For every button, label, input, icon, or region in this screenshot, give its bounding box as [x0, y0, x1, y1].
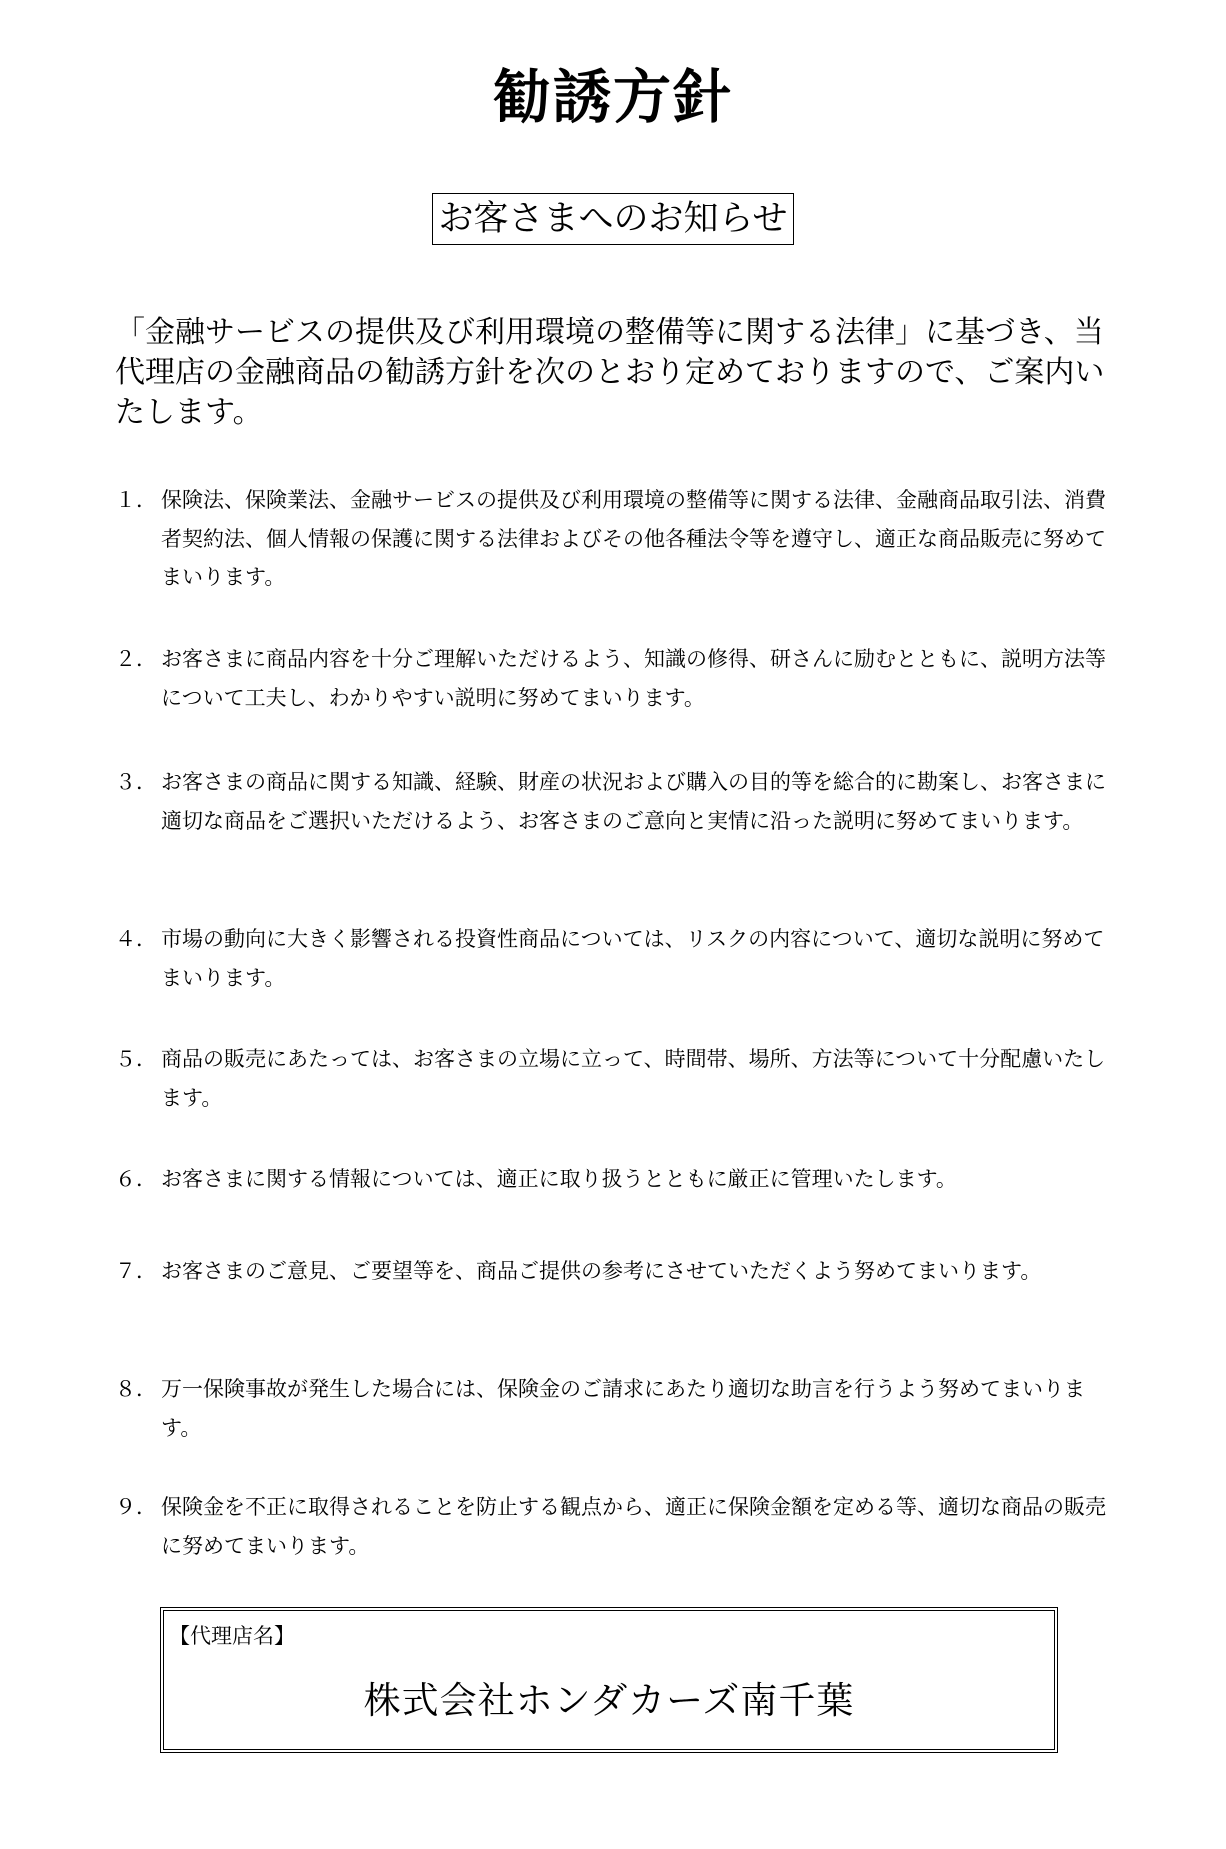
- policy-text: 市場の動向に大きく影響される投資性商品については、リスクの内容について、適切な説明に努めてまいります。: [161, 927, 1105, 990]
- policy-text: お客さまの商品に関する知識、経験、財産の状況および購入の目的等を総合的に勘案し、お客さまに適切な商品をご選択いただけるよう、お客さまのご意向と実情に沿った説明に努めてまいります。: [161, 770, 1106, 833]
- policy-text: お客さまのご意見、ご要望等を、商品ご提供の参考にさせていただくよう努めてまいります。: [161, 1259, 1042, 1283]
- policy-item: [115, 920, 1115, 997]
- policy-text: お客さまに関する情報については、適正に取り扱うとともに厳正に管理いたします。: [161, 1167, 957, 1191]
- agency-label: 【代理店名】: [169, 1624, 295, 1648]
- policy-number: ３．: [115, 770, 157, 794]
- policy-item: [115, 1252, 1115, 1291]
- policy-number: ２．: [115, 647, 157, 671]
- policy-number: ９．: [115, 1495, 157, 1519]
- notice-heading-wrapper: [0, 193, 1226, 245]
- policy-number: １．: [115, 488, 157, 512]
- policy-item: [115, 1488, 1115, 1565]
- policy-item: [115, 1160, 1115, 1199]
- policy-item: [115, 481, 1115, 597]
- policy-number: ５．: [115, 1047, 157, 1071]
- policy-text: 商品の販売にあたっては、お客さまの立場に立って、時間帯、場所、方法等について十分配慮いたします。: [161, 1047, 1106, 1110]
- notice-heading: お客さまへのお知らせ: [432, 193, 795, 245]
- agency-name: 株式会社ホンダカーズ南千葉: [363, 1679, 855, 1722]
- policy-item: [115, 1040, 1115, 1117]
- policy-number: ４．: [115, 927, 157, 951]
- policy-number: ８．: [115, 1377, 157, 1401]
- policy-text: お客さまに商品内容を十分ご理解いただけるよう、知識の修得、研さんに励むとともに、説明方法等について工夫し、わかりやすい説明に努めてまいります。: [161, 647, 1106, 710]
- policy-item: [115, 640, 1115, 717]
- policy-number: ６．: [115, 1167, 157, 1191]
- policy-text: 保険法、保険業法、金融サービスの提供及び利用環境の整備等に関する法律、金融商品取引法、消費者契約法、個人情報の保護に関する法律およびその他各種法令等を遵守し、適正な商品販売に努めてまいります。: [161, 488, 1106, 589]
- agency-box: [160, 1607, 1058, 1753]
- intro-paragraph: 「金融サービスの提供及び利用環境の整備等に関する法律」に基づき、当代理店の金融商品の勧誘方針を次のとおり定めておりますので、ご案内いたします。: [115, 315, 1105, 430]
- policy-number: ７．: [115, 1259, 157, 1283]
- page-title: 勧誘方針: [492, 63, 733, 131]
- policy-text: 万一保険事故が発生した場合には、保険金のご請求にあたり適切な助言を行うよう努めてまいります。: [161, 1377, 1085, 1440]
- policy-text: 保険金を不正に取得されることを防止する観点から、適正に保険金額を定める等、適切な商品の販売に努めてまいります。: [161, 1495, 1106, 1558]
- policy-item: [115, 1370, 1115, 1447]
- policy-item: [115, 763, 1115, 840]
